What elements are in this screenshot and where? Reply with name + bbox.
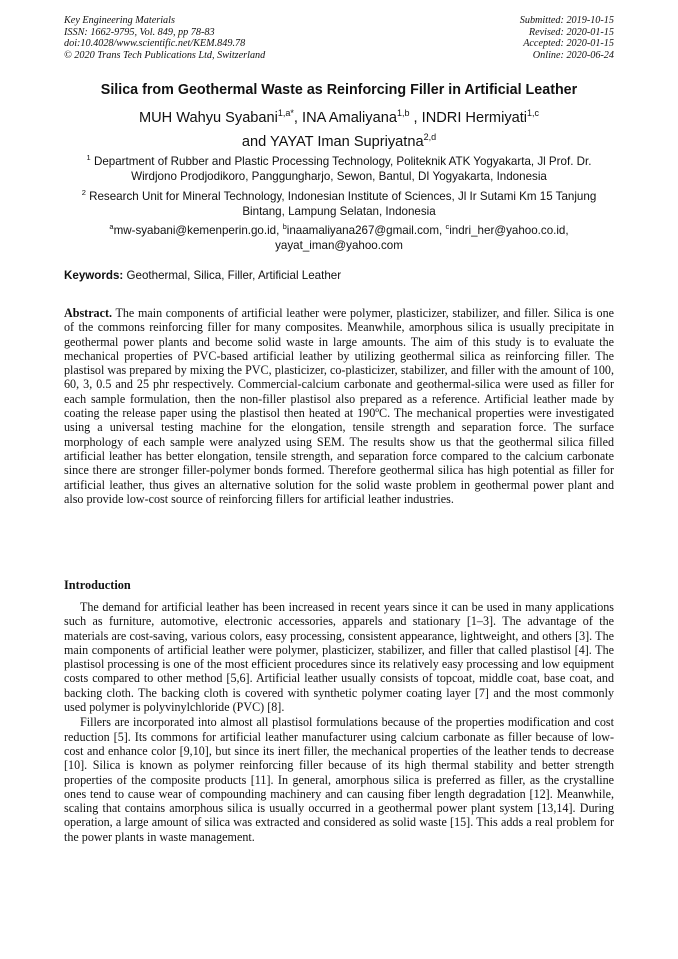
author-affiliation-mark: 1,b xyxy=(396,108,410,118)
author-affiliation-mark: 1,c xyxy=(527,108,540,118)
author-affiliation-mark: 2,d xyxy=(423,131,437,142)
paragraph: Fillers are incorporated into almost all plastisol formulations because of the properties modification and cost reduction [5]. Its commons for artificial leather manufacturer using calcium carbonate as filler because of low-cost and enhance color [9,10], but since its inert filler, the mechanical properties of the leather tends to decrease [10]. Silica is known as polymer reinforcing filler because of its high thermal stability and better strength properties of the composite products [11]. In general, amorphous silica is preferred as filler, as the crystalline ones tend to cause wear of compounding machinery and can causing fiber length degradation [12]. Meanwhile, scaling that contains amorphous silica is usually occurred in a geothermal power plant system [13,14]. During operation, a large amount of silica was extracted and considered as solid waste [15]. This adds a real problem for the power plants in waste management. xyxy=(64,715,614,844)
date-accepted: Accepted: 2020-01-15 xyxy=(523,38,614,50)
journal-name: Key Engineering Materials xyxy=(64,15,175,26)
author-affiliation-mark: 1,a* xyxy=(277,108,294,118)
author-separator: and xyxy=(241,133,271,150)
author-name: MUH Wahyu Syabani xyxy=(138,109,278,126)
keywords-line xyxy=(64,269,614,282)
email-mark: c xyxy=(445,222,450,231)
affiliation-1 xyxy=(64,150,614,185)
email-mark: b xyxy=(282,222,287,231)
journal-issn: ISSN: 1662-9795, Vol. 849, pp 78-83 xyxy=(64,26,215,38)
author-name: INDRI Hermiyati xyxy=(421,109,528,126)
author-separator: , xyxy=(409,109,422,126)
email-address[interactable]: mw-syabani@kemenperin.go.id, xyxy=(113,223,283,237)
affiliation-number: 2 xyxy=(81,188,86,197)
section-heading-introduction: Introduction xyxy=(64,578,131,592)
author-list xyxy=(40,104,638,152)
affiliation-text: Research Unit for Mineral Technology, Indonesian Institute of Sciences, Jl Ir Sutami Km 15 Tanjung Bintang, Lampung Selatan, Indonesia xyxy=(89,189,597,219)
paragraph: The demand for artificial leather has been increased in recent years since it can be used in many applications such as furniture, automotive, electronic accessories, apparels and stationary [1–3]. The advantage of the materials are cost-saving, various colors, easy processing, consistent appearance, lightweight, and others [3]. The main components of artificial leather were polymer, plasticizer, stabilizer, and filler that called plastisol [4]. The plastisol processing is one of the most efficient procedures since its relatively easy processing and low equipment costs compared to other method [5,6]. Artificial leather usually consists of topcoat, middle coat, base coat, and backing cloth. The backing cloth is covered with synthetic polymer coating layer [7] and the most commonly used polymer is polyvinylchloride (PVC) [8]. xyxy=(64,600,614,715)
date-revised: Revised: 2020-01-15 xyxy=(528,26,614,38)
email-address[interactable]: indri_her@yahoo.co.id, xyxy=(449,223,569,237)
email-address[interactable]: yayat_iman@yahoo.com xyxy=(275,239,403,253)
affiliation-2 xyxy=(64,185,614,220)
date-submitted: Submitted: 2019-10-15 xyxy=(519,15,614,26)
publication-dates xyxy=(520,15,614,61)
email-mark: a xyxy=(109,222,114,231)
keywords-text: Geothermal, Silica, Filler, Artificial Leather xyxy=(123,269,342,282)
paper-title: Silica from Geothermal Waste as Reinforcing Filler in Artificial Leather xyxy=(100,82,578,98)
date-online: Online: 2020-06-24 xyxy=(532,49,614,61)
author-separator: , xyxy=(293,109,303,126)
journal-copyright: © 2020 Trans Tech Publications Ltd, Switzerland xyxy=(64,49,266,61)
journal-doi: doi:10.4028/www.scientific.net/KEM.849.78 xyxy=(64,38,246,50)
abstract xyxy=(64,306,614,506)
journal-header xyxy=(64,15,614,61)
keywords-label: Keywords: xyxy=(64,269,124,282)
introduction-body xyxy=(64,600,614,845)
affiliation-number: 1 xyxy=(86,153,91,162)
journal-info xyxy=(64,15,265,61)
author-name: INA Amaliyana xyxy=(302,109,397,126)
author-emails xyxy=(64,219,614,254)
email-address[interactable]: inaamaliyana267@gmail.com, xyxy=(286,223,446,237)
abstract-text: The main components of artificial leather were polymer, plasticizer, stabilizer, and filler. Silica is one of the commons reinforcing filler for many composites. Meanwhile, amorphous silica is usually precipitate in geothermal power plants and become solid waste in large amounts. The aim of this study is to evaluate the mechanical properties of PVC-based artificial leather by utilizing geothermal silica as reinforcing filler. The plastisol was prepared by mixing the PVC, plasticizer, co-plasticizer, stabilizer, and filler with the amount of 100, 60, 3, 0.5 and 25 phr respectively. Commercial-calcium carbonate and geothermal-silica were used as filler for each sample formulation, then the non-filler plastisol also prepared as a reference. Artificial leather made by coating the release paper using the plastisol then heated at 190ºC. The mechanical properties were investigated using a universal testing machine for the elongation, tensile strength and separation force. The surface morphology of each sample were analyzed using SEM. The results show us that the geothermal silica filled artificial leather has better elongation, tensile strength, and separation force compared to the calcium carbonate since there are stronger filler-polymer bonds formed. Therefore geothermal silica has high potential as filler for artificial leather, thus gives an alternative solution for the solid waste problem in geothermal power plant and also provide low-cost source of reinforcing fillers for artificial leather industries. xyxy=(64,306,614,506)
abstract-label: Abstract. xyxy=(64,306,113,320)
affiliation-text: Department of Rubber and Plastic Processing Technology, Politeknik ATK Yogyakarta, Jl Prof. Dr. Wirdjono Prodjodikoro, Panggungharjo, Sewon, Bantul, DI Yogyakarta, Indonesia xyxy=(93,154,592,184)
author-name: YAYAT Iman Supriyatna xyxy=(270,133,424,150)
